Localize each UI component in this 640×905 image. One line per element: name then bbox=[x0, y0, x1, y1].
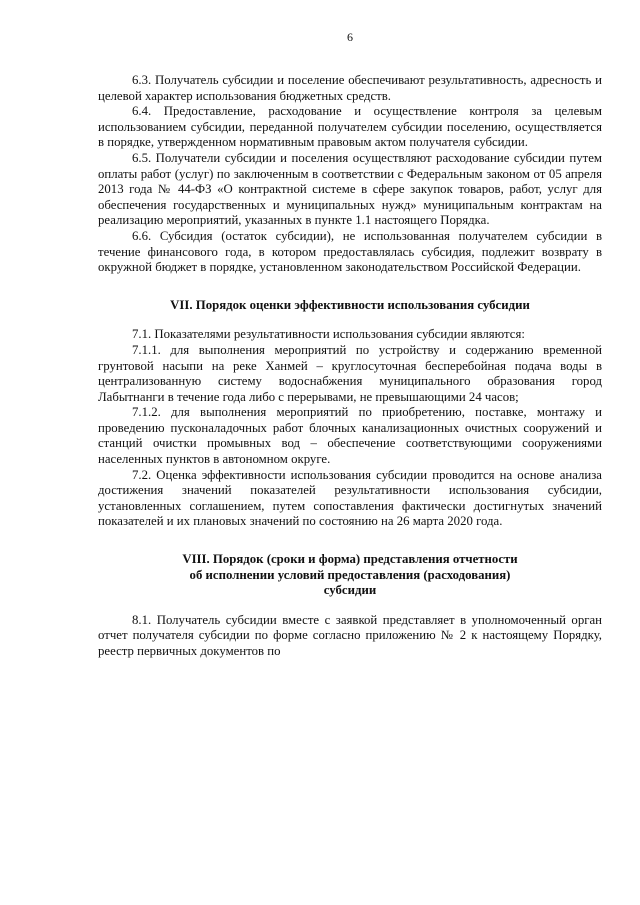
paragraph-6-4: 6.4. Предоставление, расходование и осуществление контроля за целевым использованием субсидии, переданной получателем субсидии поселению, осуществляется в порядке, утвержденном нормативным правовым актом получателя субсидии. bbox=[98, 104, 602, 150]
paragraph-8-1: 8.1. Получатель субсидии вместе с заявкой представляет в уполномоченный орган отчет получателя субсидии по форме согласно приложению № 2 к настоящему Порядку, реестр первичных документов по bbox=[98, 612, 602, 658]
section-7-heading: VII. Порядок оценки эффективности использования субсидии bbox=[170, 297, 530, 312]
page-number: 6 bbox=[347, 30, 353, 44]
paragraph-7-1-1: 7.1.1. для выполнения мероприятий по устройству и содержанию временной грунтовой насыпи на реке Ханмей – круглосуточная бесперебойная подача воды в централизованную систему водоснабжения муниципального образования город Лабытнанги в течение года либо с перерывами, не превышающими 24 часов; bbox=[98, 342, 602, 404]
section-8-heading-line-3: субсидии bbox=[323, 583, 377, 598]
paragraph-6-6: 6.6. Субсидия (остаток субсидии), не использованная получателем субсидии в течение финансового года, в котором предоставлялась субсидия, подлежит возврату в окружной бюджет в порядке, установленном законодательством Российской Федерации. bbox=[98, 228, 602, 275]
section-8-heading-line-2: об исполнении условий предоставления (расходования) bbox=[189, 567, 511, 582]
paragraph-7-1-2: 7.1.2. для выполнения мероприятий по приобретению, поставке, монтажу и проведению пусконаладочных работ блочных канализационных очистных сооружений и станций очистки промывных вод – обеспечение соответствующими сооружениями населенных пунктов в автономном округе. bbox=[98, 405, 602, 467]
section-8-heading-line-1: VIII. Порядок (сроки и форма) представления отчетности bbox=[182, 552, 518, 567]
paragraph-7-2: 7.2. Оценка эффективности использования субсидии проводится на основе анализа достижения значений показателей результативности использования субсидии, установленных соглашением, путем сопоставления фактически достигнутых значений показателей и их плановых значений по состоянию на 26 марта 2020 года. bbox=[98, 467, 602, 529]
paragraph-7-1: 7.1. Показателями результативности использования субсидии являются: bbox=[132, 327, 525, 342]
paragraph-6-5: 6.5. Получатели субсидии и поселения осуществляют расходование субсидии путем оплаты работ (услуг) по заключенным в соответствии с Федеральным законом от 05 апреля 2013 года № 44-ФЗ «О контрактной системе в сфере закупок товаров, работ, услуг для обеспечения государственных и муниципальных нужд» муниципальным контрактам на реализацию мероприятий, указанных в пункте 1.1 настоящего Порядка. bbox=[98, 150, 602, 228]
paragraph-6-3: 6.3. Получатель субсидии и поселение обеспечивают результативность, адресность и целевой характер использования бюджетных средств. bbox=[98, 73, 602, 103]
